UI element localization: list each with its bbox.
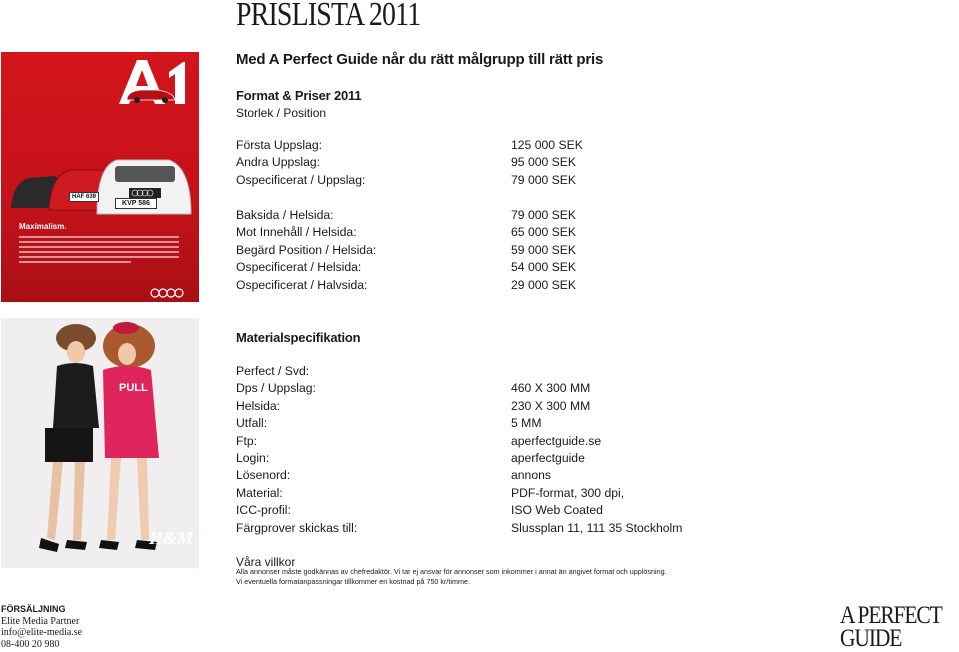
spec-label: Färgprover skickas till: [236,520,358,535]
price-values-group-2 [511,207,576,294]
price-value: 29 000 SEK [511,277,577,292]
format-heading: Format & Priser 2011 [236,88,362,103]
spec-label: Utfall: [236,416,268,431]
spec-value: aperfectguide.se [511,433,602,448]
spec-label: Lösenord: [236,468,291,483]
price-value: 125 000 SEK [511,138,583,152]
license-plate: HAF 639 [69,192,99,202]
price-value: 59 000 SEK [511,242,577,257]
price-value: 65 000 SEK [511,225,577,240]
spec-label: Perfect / Svd: [236,364,310,378]
price-label: Begärd Position / Helsida: [236,242,377,257]
page-title: PRISLISTA 2011 [236,0,421,33]
price-label: Ospecificerat / Uppslag: [236,172,366,187]
price-label: Ospecificerat / Helsida: [236,260,362,275]
spec-value: aperfectguide [511,451,585,466]
price-labels-group-2 [236,207,376,294]
spec-value: PDF-format, 300 dpi, [511,485,625,500]
price-value: 79 000 SEK [511,172,577,187]
spec-value: 230 X 300 MM [511,398,591,413]
logo-line: GUIDE [840,625,902,652]
spec-label: Ftp: [236,433,257,448]
spec-value: Slussplan 11, 111 35 Stockholm [511,520,683,535]
ad-headline: Maximalism. [19,222,67,231]
sales-label: FÖRSÄLJNING [1,604,66,614]
subtitle: Med A Perfect Guide når du rätt målgrupp till rätt pris [236,51,604,68]
a-perfect-guide-logo [840,604,942,650]
price-value: 54 000 SEK [511,260,577,275]
price-value: 95 000 SEK [511,155,577,170]
material-values [511,363,682,537]
price-label: Första Uppslag: [236,138,323,152]
ad-body-text [19,236,179,282]
shirt-text: PULL [119,382,148,394]
spec-label: Material: [236,485,283,500]
sales-contact [1,604,82,650]
price-label: Ospecificerat / Halvsida: [236,277,368,292]
price-label: Mot Innehåll / Helsida: [236,225,357,240]
spec-label: Dps / Uppslag: [236,381,316,396]
terms-line: Vi eventuella formatanpassningar tillkommer en kostnad på 750 kr/timme. [236,577,470,586]
terms-heading: Våra villkor [236,555,296,569]
spec-label: Login: [236,451,270,466]
price-values-group-1 [511,137,583,189]
material-labels [236,363,357,537]
terms-text [236,567,667,587]
spec-label: Helsida: [236,398,281,413]
price-label: Baksida / Helsida: [236,208,334,222]
sales-phone: 08-400 20 980 [1,638,60,650]
spec-value [511,363,682,380]
terms-line: Alla annonser måste godkännas av chefredaktör. Vi tar ej ansvar för annonser som inkommer i annat än angivet format och upplösning. [236,567,667,576]
spec-value: ISO Web Coated [511,503,603,518]
sales-company: Elite Media Partner [1,615,80,627]
spec-value: 460 X 300 MM [511,381,591,396]
spec-value: annons [511,468,551,483]
price-label: Andra Uppslag: [236,155,321,170]
spec-label: ICC-profil: [236,503,291,518]
hm-logo: H&M [149,528,194,548]
small-car-icon [123,86,179,104]
audi-rings-icon [149,288,185,298]
cars-illustration [9,152,195,224]
price-value: 79 000 SEK [511,208,577,222]
audi-ad-image [1,52,199,302]
material-heading: Materialspecifikation [236,330,361,345]
sales-email: info@elite-media.se [1,627,83,638]
format-subheading: Storlek / Position [236,106,327,120]
price-labels-group-1 [236,137,365,189]
license-plate: KVP 586 [115,198,157,209]
logo-line: A PERFECT [840,602,942,629]
hm-ad-image [1,318,199,568]
spec-value: 5 MM [511,416,542,431]
